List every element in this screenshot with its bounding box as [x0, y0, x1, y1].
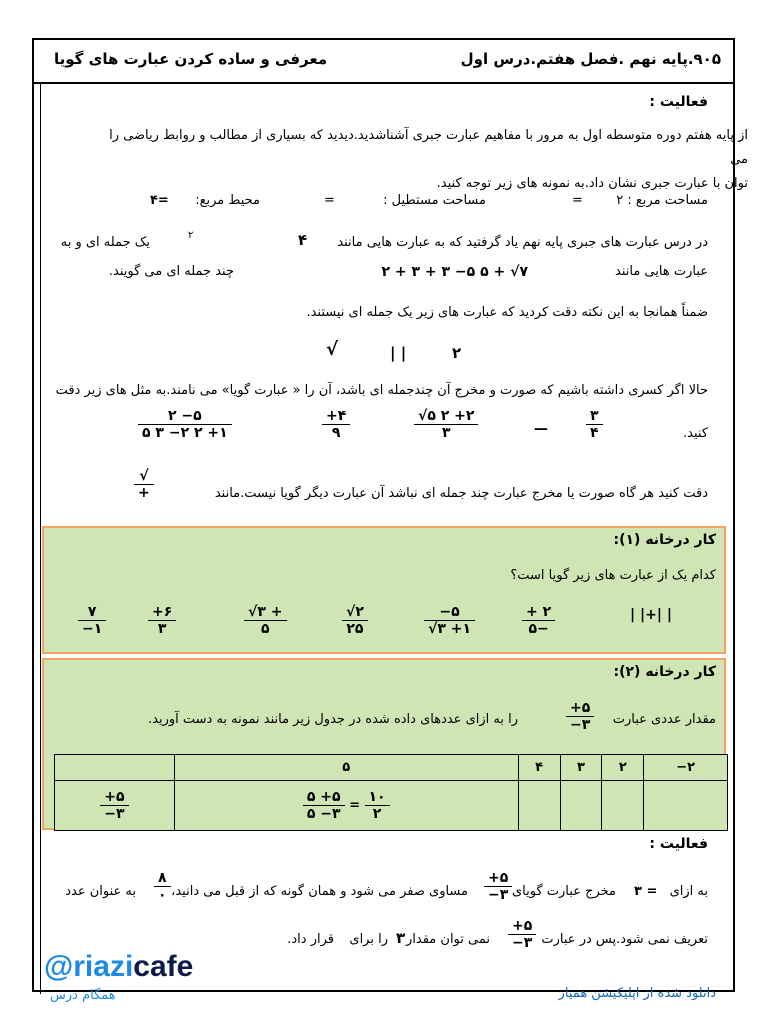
activity2-value: ۳ = — [634, 884, 658, 899]
table-header-cell: −۲ — [644, 755, 728, 781]
rect-area-label: مساحت مستطیل : — [383, 193, 486, 208]
equals-sign: = — [324, 193, 335, 208]
topic-title: معرفی و ساده کردن عبارت های گویا — [54, 50, 328, 68]
activity2-text: تعریف نمی شود.پس در عبارت — [541, 932, 708, 947]
table-cell[interactable] — [560, 781, 602, 831]
activity2-fraction: $\frac{+۵}{-۳}$ — [508, 918, 536, 951]
equals-sign: = — [572, 193, 583, 208]
example-fraction: $\frac{+۴}{۹}$ — [322, 408, 350, 441]
perimeter-label: محیط مربع: — [195, 193, 260, 208]
polynomial-examples: ۷√ + ۵ ۵− ۳ + ۳ + ۲ — [381, 264, 528, 280]
table-cell: $\frac{+۵}{-۳}$ — [55, 781, 175, 831]
instruction-fraction: $\frac{+۵}{-۳}$ — [566, 700, 594, 733]
homework-title-2: کار درخانه (۲): — [613, 664, 716, 680]
paragraph-intro — [88, 124, 748, 196]
homework-title-1: کار درخانه (۱): — [613, 532, 716, 548]
lesson-title: ۹۰۵.پایه نهم .فصل هفتم.درس اول — [460, 50, 721, 68]
option-fraction: | |+| | — [630, 606, 672, 623]
header — [34, 40, 733, 84]
values-table — [54, 754, 728, 831]
example-fraction: $\frac{۳}{۴}$ — [586, 408, 603, 441]
brand-logo[interactable]: @riazicafe — [44, 950, 194, 983]
activity2-fraction: $\frac{+۵}{-۳}$ — [484, 870, 512, 903]
polynomial-text-2: عبارت هایی مانند — [615, 264, 708, 279]
activity2-text: به ازای — [669, 884, 708, 899]
margin-line — [40, 84, 41, 994]
option-fraction: $\frac{+۶}{۳}$ — [148, 604, 176, 637]
table-cell[interactable] — [602, 781, 644, 831]
homework-box-1 — [42, 526, 726, 654]
square-area-label: مساحت مربع : ۲ — [616, 193, 708, 208]
table-header-cell: ۳ — [560, 755, 602, 781]
option-fraction: $\frac{+ ۲}{۵-}$ — [522, 604, 555, 637]
option-fraction: $\frac{-۵}{√۳ +۱}$ — [424, 604, 475, 637]
perimeter-value: ۴= — [150, 193, 169, 208]
table-header-cell: ۵ — [174, 755, 518, 781]
activity2-value: ۳ — [396, 929, 406, 947]
table-cell[interactable] — [518, 781, 560, 831]
paragraph-line: توان با عبارت جبری نشان داد.به نمونه های زیر توجه کنید. — [436, 176, 748, 191]
option-fraction: $\frac{√۲}{۲۵}$ — [342, 604, 368, 637]
non-monomial-example: ۲ — [452, 344, 462, 362]
activity2-text: نمی توان مقدار — [406, 932, 490, 947]
activity-title-2: فعالیت : — [649, 836, 708, 852]
activity2-text: قرار داد. — [287, 932, 334, 947]
example-fraction: $\frac{۲ -۵}{۵ ۳ -۲ ۲ +۱}$ — [138, 408, 232, 441]
table-row — [55, 781, 728, 831]
rational-definition: حالا اگر کسری داشته باشیم که صورت و مخرج آن چندجمله ای باشد، آن را « عبارت گویا» می نامند.به مثل های زیر دقت — [55, 383, 708, 398]
exponent: ۲ — [188, 230, 194, 241]
activity2-text: مخرج عبارت گویای — [512, 884, 616, 899]
option-fraction: $\frac{√۳ +}{۵}$ — [244, 604, 287, 637]
activity2-text: به عنوان عدد — [65, 884, 136, 899]
polynomial-text: در درس عبارت های جبری پایه نهم یاد گرفتید که به عبارت هایی مانند — [337, 235, 708, 250]
homework-instruction-b: را به ازای عددهای داده شده در جدول زیر مانند نمونه به دست آورید. — [148, 712, 518, 727]
activity2-text: مساوی صفر می شود و همان گونه که از قبل می دانید، — [171, 884, 468, 899]
homework-question-1: کدام یک از عبارت های زیر گویا است؟ — [510, 568, 716, 583]
option-fraction: $\frac{۷}{-۱}$ — [78, 604, 106, 637]
table-header-cell: ۲ — [602, 755, 644, 781]
monomial-example: ۴ — [298, 231, 308, 249]
activity2-text: را برای — [349, 932, 388, 947]
paragraph-line: از پایه هفتم دوره متوسطه اول به مرور با مفاهیم عبارت جبری آشناشدید.دیدید که بسیاری از مطالب و روابط ریاضی را می — [109, 128, 748, 167]
footer-right-text: دانلود شده از اپلیکیشن همیار — [558, 986, 716, 1001]
non-monomial-example: | | — [390, 344, 407, 362]
example-fraction: $\frac{√۵ ۲ +۲}{۳}$ — [414, 408, 478, 441]
non-rational-note: دقت کنید هر گاه صورت یا مخرج عبارت چند جمله ای نباشد آن عبارت دیگر گویا نیست.مانند — [214, 486, 708, 501]
polynomial-text-tail: یک جمله ای و به — [60, 235, 150, 250]
homework-instruction-a: مقدار عددی عبارت — [612, 712, 716, 727]
activity2-fraction: $\frac{۸}{۰}$ — [154, 870, 171, 903]
table-header-cell: ۴ — [518, 755, 560, 781]
polynomial-text-3: چند جمله ای می گویند. — [108, 264, 234, 279]
table-header-cell — [55, 755, 175, 781]
non-monomial-example: √ — [326, 339, 339, 360]
example-fraction: — — [534, 420, 548, 437]
table-cell-sample: $\frac{۵ +۵}{۵ -۳}$ = $\frac{۱۰}{۲}$ — [174, 781, 518, 831]
non-monomial-note: ضمناً همانجا به این نکته دقت کردید که عبارت های زیر یک جمله ای نیستند. — [306, 305, 708, 320]
non-rational-fraction: $\frac{√}{+}$ — [134, 468, 154, 501]
table-header-row — [55, 755, 728, 781]
footer-left-text: همگام درس — [50, 988, 116, 1003]
table-cell[interactable] — [644, 781, 728, 831]
activity-title-1: فعالیت : — [649, 94, 708, 110]
rational-definition-tail: کنید. — [683, 426, 708, 441]
